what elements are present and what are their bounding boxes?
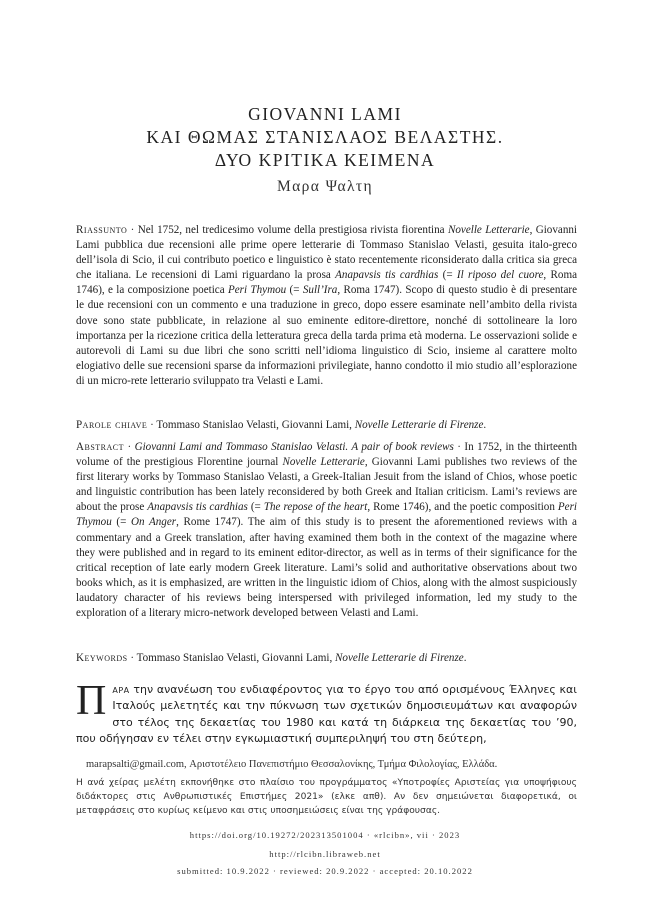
title-line-2: ΚΑΙ ΘΩΜΑΣ ΣΤΑΝΙΣΛΑΟΣ ΒΕΛΑΣΤΗΣ.: [146, 127, 504, 147]
parole-chiave: Parole chiave · Tommaso Stanislao Velasti, Giovanni Lami, Novelle Letterarie di Firenze.: [76, 419, 487, 431]
drop-cap: Π: [76, 678, 107, 724]
abstract-block: Abstract · Giovanni Lami and Tommaso Stanislao Velasti. A pair of book reviews · In 1752, in the thirteenth volume of the prestigious Florentine journal Novelle Letterarie, Giovanni Lami publishes two reviews of the first literary works by Tommaso Stanislao Velasti, a Greek-Italian Jesuit from the island of Chios, whose poetic and linguistic contribution has been lately reconsidered by both Greek and Italian criticism. Lami’s reviews are about the prose Anapavsis tis cardhias (= The repose of the heart, Rome 1746), and the poetic composition Peri Thymou (= On Anger, Rome 1747). The aim of this study is to present the aforementioned reviews with a commentary and a Greek translation, after having examined them both in the context of the magazine where they were published and in regard to its eminent editor-director, as well as in terms of their significance for the critical reception of late early modern Greek literature. Lami’s solid and authoritative observations about two books which, as it is emphasized, are written in the linguistic idiom of Chios, along with the almost suspiciously laudatory character of his reviews being interspersed with privileged information, led my study to the exploration of a literary micro-network developed between Velasti and Lami.: [76, 441, 577, 620]
dates-line: submitted: 10.9.2022 · reviewed: 20.9.2022 · accepted: 20.10.2022: [177, 866, 473, 876]
author-name: Μαρα Ψαλτη: [276, 178, 374, 195]
title-line-1: GIOVANNI LAMI: [248, 104, 402, 124]
abstract-label: Abstract: [76, 441, 125, 453]
keywords: Keywords · Tommaso Stanislao Velasti, Giovanni Lami, Novelle Letterarie di Firenze.: [76, 652, 467, 664]
riassunto-block: Riassunto · Nel 1752, nel tredicesimo volume della prestigiosa rivista fiorentina Novelle Letterarie, Giovanni Lami pubblica due recensioni alle prime opere letterarie di Tommaso Stanislao Velasti, gesuita italo-greco dell’isola di Scio, il cui contributo poetico e linguistico è stato recentemente riconsiderato dalla critica sia greca che italiana. Le recensioni di Lami riguardano la prosa Anapavsis tis cardhias (= Il riposo del cuore, Roma 1746), e la composizione poetica Peri Thymou (= Sull’Ira, Roma 1747). Scopo di questo studio è di presentare le due recensioni con un commento e una traduzione in greco, dopo essere esaminate nell’ambito della rivista dove sono state pubblicate, in relazione al suo eminente editore-direttore, nonché di sottolineare la loro importanza per la ricezione critica della letteratura greca della tarda prima età moderna. Le osservazioni solide e autorevoli di Lami su due libri che sono scritti nell’idioma linguistico di Scio, insieme al carattere molto elogiativo delle sue recensioni sparse da informazioni privilegiate, hanno condotto il mio studio all’esplorazione di un micro-rete letterario sviluppato tra Velasti e Lami.: [76, 224, 578, 387]
footnote-affiliation: marapsalti@gmail.com, Αριστοτέλειο Πανεπιστήμιο Θεσσαλονίκης, Τμήμα Φιλολογίας, Ελλάδα.: [86, 759, 498, 770]
riassunto-label: Riassunto: [76, 224, 128, 236]
footnote-funding: Η ανά χείρας μελέτη εκπονήθηκε στο πλαίσιο του προγράμματος «Υποτροφίες Αριστείας για υποψήφιους διδάκτορες στις Ανθρωπιστικές Επιστήμες 2021» (ελκε απθ). Αν δεν σημειώνεται διαφορετικά, οι μεταφράσεις στο κυρίως κείμενο και στις υποσημειώσεις είναι της γράφουσας.: [76, 778, 577, 816]
website-line: http://rlcibn.libraweb.net: [269, 849, 381, 859]
keywords-label: Keywords: [76, 652, 128, 664]
doi-line: https://doi.org/10.19272/202313501004 · «rlcibn», vii · 2023: [189, 830, 461, 840]
title-line-3: ΔΥΟ ΚΡΙΤΙΚΑ ΚΕΙΜΕΝΑ: [214, 150, 436, 170]
body-paragraph: Παρα την ανανέωση του ενδιαφέροντος για το έργο του από ορισμένους Έλληνες και Ιταλούς μελετητές και την πύκνωση των σχετικών δημοσιευμάτων και αναφορών στο τέλος της δεκαετίας του 1980 και κατά τη διάρκεια της δεκαετίας του ’90, που οδήγησαν εν τέλει στην εγκωμιαστική συμπεριληψή του στη δεύτερη,: [76, 678, 577, 746]
parole-chiave-label: Parole chiave: [76, 419, 148, 431]
